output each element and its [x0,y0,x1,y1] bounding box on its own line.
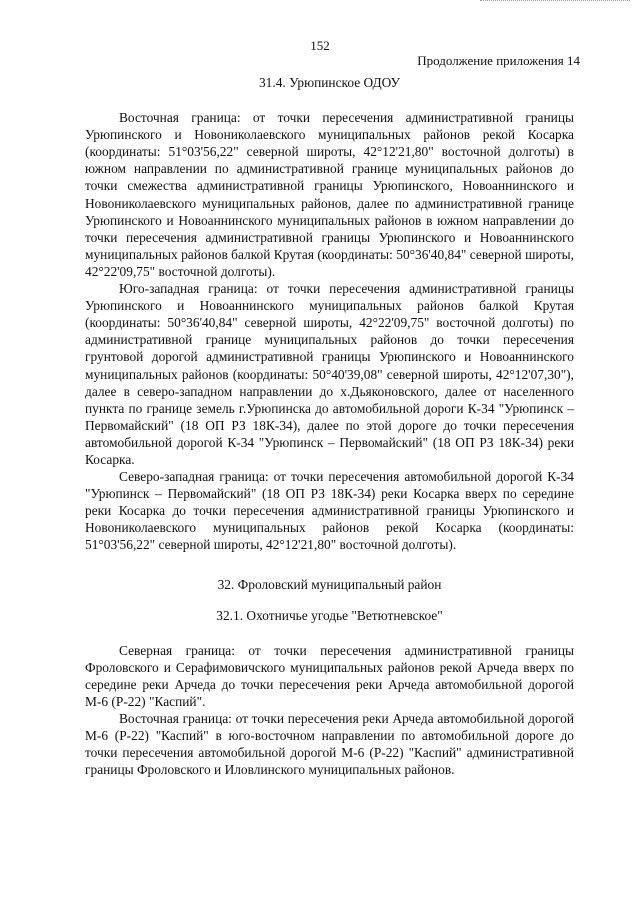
paragraph-southwest-border-uryupinsk: Юго-западная граница: от точки пересечения административной границы Урюпинского и Новоаннинского муниципальных районов балкой Крутая (координаты: 50°36'40,84" северной широты, 42°22'09,75" восточной долготы) по административной границе муниципальных районов до точки пересечения грунтовой дорогой административной границы Урюпинского и Новоаннинского муниципальных районов (координаты: 50°40'39,08" северной широты, 42°12'07,30"), далее в северо-западном направлении до х.Дьяконовского, далее от населенного пункта по границе земель г.Урюпинска до автомобильной дороги К-34 "Урюпинск – Первомайский" (18 ОП РЗ 18К-34), далее по этой дороге до точки пересечения автомобильной дорогой К-34 "Урюпинск – Первомайский" (18 ОП РЗ 18К-34) реки Косарка. [85,281,574,467]
page-number: 152 [310,38,330,53]
paragraph-north-border-vetyutnevskoe: Северная граница: от точки пересечения административной границы Фроловского и Серафимовичского муниципальных районов рекой Арчеда вверх по середине реки Арчеда до точки пересечения реки Арчеда автомобильной дорогой М-6 (Р-22) "Каспий". [85,642,574,709]
section-heading-31-4: 31.4. Урюпинское ОДОУ [258,75,401,90]
document-body [85,74,574,778]
appendix-continuation-note: Продолжение приложения 14 [417,53,580,68]
paragraph-northwest-border-uryupinsk: Северо-западная граница: от точки пересечения автомобильной дорогой К-34 "Урюпинск – Первомайский" (18 ОП РЗ 18К-34) реки Косарка вверх по середине реки Косарка до точки пересечения административной границы Урюпинского и Новониколаевского муниципальных районов рекой Косарка (координаты: 51°03'56,22" северной широты, 42°12'21,80" восточной долготы). [85,469,574,553]
section-heading-32: 32. Фроловский муниципальный район [217,576,442,592]
top-dotted-line [480,0,630,2]
paragraph-east-border-vetyutnevskoe: Восточная граница: от точки пересечения реки Арчеда автомобильной дорогой М-6 (Р-22) "Каспий" в юго-восточном направлении по автомобильной дороге до точки пересечения автомобильной дорогой М-6 (Р-22) "Каспий" административной границы Фроловского и Иловлинского муниципальных районов. [85,711,574,778]
paragraph-east-border-uryupinsk: Восточная граница: от точки пересечения административной границы Урюпинского и Новониколаевского муниципальных районов рекой Косарка (координаты: 51°03'56,22" северной широты, 42°12'21,80" восточной долготы) в южном направлении по административной границе муниципальных районов до точки смежества административной границы Урюпинского, Новоаннинского и Новониколаевского муниципальных районов, далее по административной границе Урюпинского и Новоаннинского муниципальных районов в южном направлении до точки пересечения административной границы Урюпинского и Новоаннинского муниципальных районов балкой Крутая (координаты: 50°36'40,84" северной широты, 42°22'09,75" восточной долготы). [85,110,574,279]
subsection-heading-32-1: 32.1. Охотничье угодье "Ветютневское" [216,607,443,623]
